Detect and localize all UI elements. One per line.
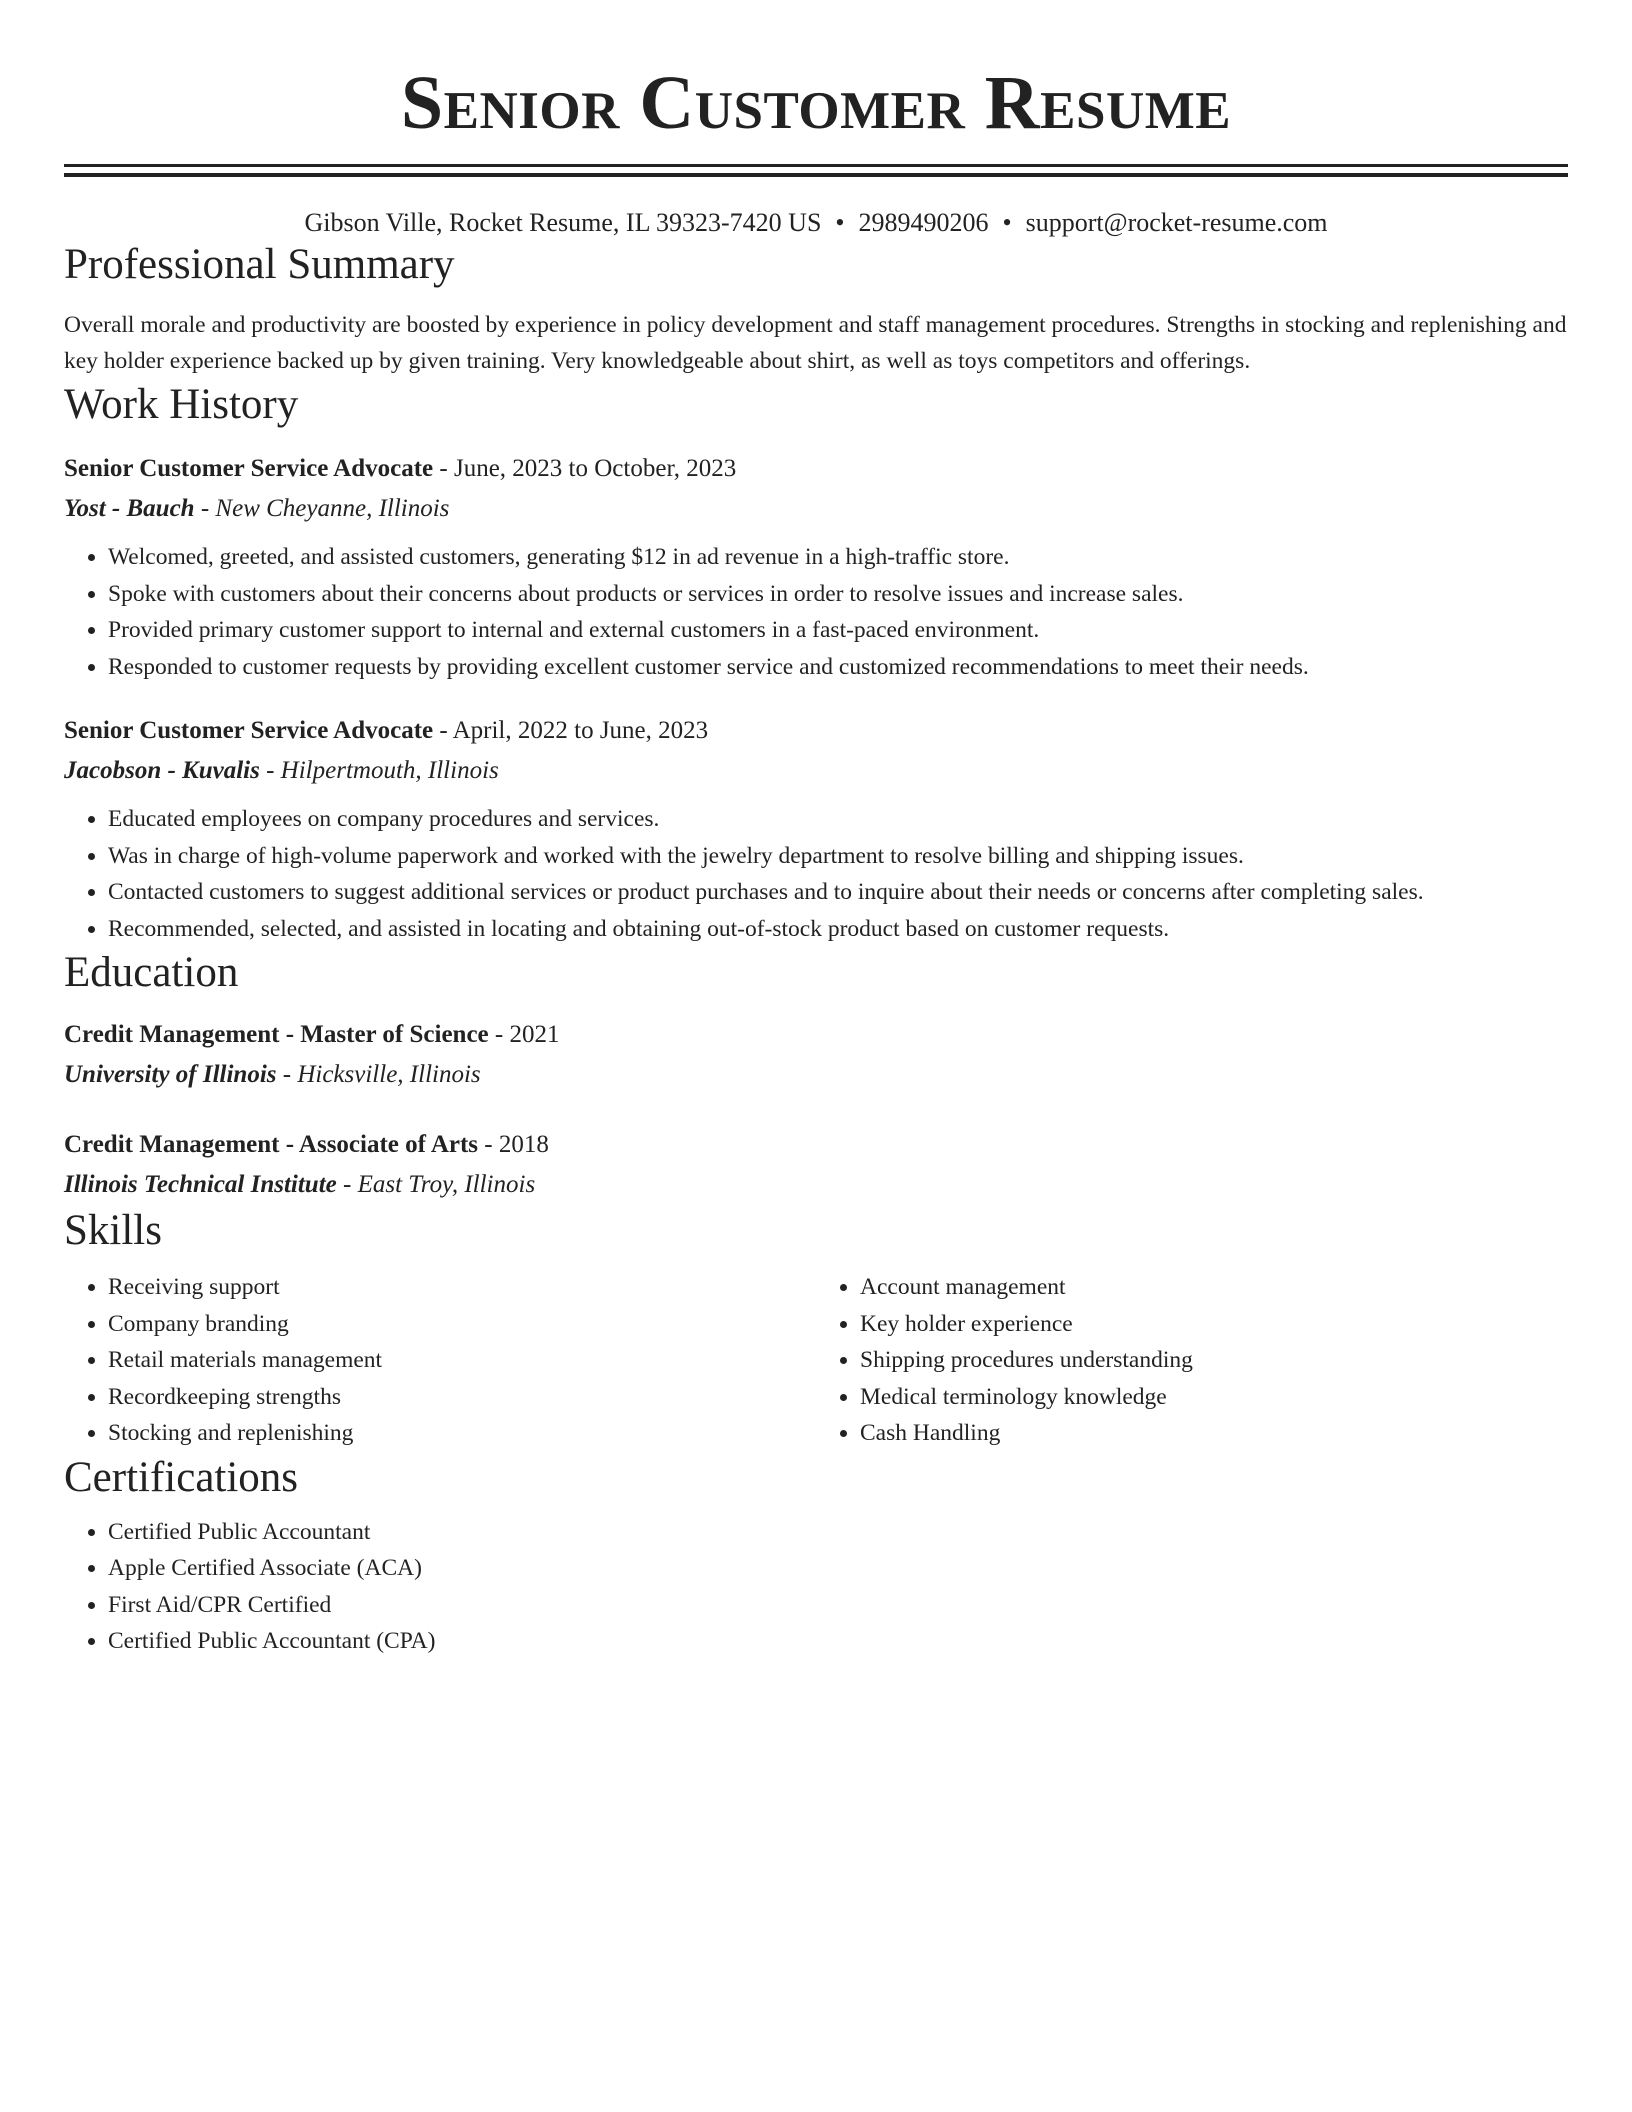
job-bullets — [64, 539, 1568, 685]
contact-address: Gibson Ville, Rocket Resume, IL 39323-7420 US — [304, 208, 822, 237]
degree-line — [64, 1125, 1568, 1165]
school-location: - East Troy, Illinois — [336, 1171, 536, 1198]
certification-item: • Certified Public Accountant (CPA) — [108, 1623, 1568, 1660]
degree-name: Credit Management - Associate of Arts — [64, 1131, 479, 1158]
job-bullet: • Was in charge of high-volume paperwork and worked with the jewelry department to resolve billing and shipping issues. — [108, 838, 1568, 875]
skills-list-left — [64, 1269, 816, 1452]
certification-item: • Certified Public Accountant — [108, 1514, 1568, 1551]
school-name: University of Illinois — [64, 1061, 277, 1088]
school-line — [64, 1165, 1568, 1205]
certification-item: • Apple Certified Associate (ACA) — [108, 1550, 1568, 1587]
education-entry — [64, 1015, 1568, 1095]
education-heading: Education — [64, 949, 239, 996]
resume-title: Senior Customer Resume — [400, 61, 1232, 145]
degree-year: - 2018 — [478, 1131, 549, 1158]
certifications-list — [64, 1514, 1568, 1660]
skill-item: • Account management — [860, 1269, 1568, 1306]
title-divider — [64, 164, 1568, 177]
job-bullet: • Educated employees on company procedures and services. — [108, 801, 1568, 838]
skills-heading: Skills — [64, 1207, 162, 1254]
skills-grid — [64, 1269, 1568, 1452]
job-role: Senior Customer Service Advocate — [64, 717, 434, 744]
skill-item: • Company branding — [108, 1306, 816, 1343]
job-bullet: • Contacted customers to suggest additional services or product purchases and to inquire about their needs or concerns after completing sales. — [108, 874, 1568, 911]
skill-item: • Key holder experience — [860, 1306, 1568, 1343]
school-name: Illinois Technical Institute — [64, 1171, 337, 1198]
skills-list-right — [816, 1269, 1568, 1452]
work-history-heading: Work History — [64, 381, 299, 428]
job-title-line — [64, 449, 1568, 489]
job-dates: - June, 2023 to October, 2023 — [433, 455, 737, 482]
summary-heading: Professional Summary — [64, 241, 455, 288]
skill-item: • Shipping procedures understanding — [860, 1342, 1568, 1379]
job-dates: - April, 2022 to June, 2023 — [433, 717, 709, 744]
job-company: Jacobson - Kuvalis — [64, 757, 260, 784]
skill-item: • Receiving support — [108, 1269, 816, 1306]
school-line — [64, 1055, 1568, 1095]
job-bullet: • Spoke with customers about their concerns about products or services in order to resolve issues and increase sales. — [108, 576, 1568, 613]
skill-item: • Stocking and replenishing — [108, 1415, 816, 1452]
job-company-line — [64, 751, 1568, 791]
certifications-heading: Certifications — [64, 1453, 299, 1501]
job-bullet: • Provided primary customer support to internal and external customers in a fast-paced environment. — [108, 612, 1568, 649]
education-entry — [64, 1125, 1568, 1205]
contact-separator: • — [1002, 208, 1012, 237]
school-location: - Hicksville, Illinois — [276, 1061, 481, 1088]
job-bullet: • Recommended, selected, and assisted in locating and obtaining out-of-stock product based on customer requests. — [108, 911, 1568, 948]
contact-email: support@rocket-resume.com — [1025, 208, 1328, 237]
job-bullet: • Welcomed, greeted, and assisted customers, generating $12 in ad revenue in a high-traffic store. — [108, 539, 1568, 576]
skill-item: • Recordkeeping strengths — [108, 1379, 816, 1416]
job-location: - Hilpertmouth, Illinois — [259, 757, 499, 784]
skill-item: • Retail materials management — [108, 1342, 816, 1379]
job-company-line — [64, 489, 1568, 529]
contact-separator: • — [835, 208, 845, 237]
skill-item: • Cash Handling — [860, 1415, 1568, 1452]
degree-line — [64, 1015, 1568, 1055]
job-location: - New Cheyanne, Illinois — [194, 495, 450, 522]
summary-text: Overall morale and productivity are boosted by experience in policy development and staff management procedures. Strengths in stocking and replenishing and key holder experience backed up by given training. Very knowledgeable about shirt, as well as toys competitors and offerings. — [64, 312, 1567, 374]
degree-name: Credit Management - Master of Science — [64, 1021, 489, 1048]
job-bullets — [64, 801, 1568, 947]
contact-phone: 2989490206 — [858, 208, 989, 237]
degree-year: - 2021 — [488, 1021, 560, 1048]
skill-item: • Medical terminology knowledge — [860, 1379, 1568, 1416]
job-entry — [64, 449, 1568, 685]
job-bullet: • Responded to customer requests by providing excellent customer service and customized recommendations to meet their needs. — [108, 649, 1568, 686]
contact-line — [64, 207, 1568, 239]
job-title-line — [64, 711, 1568, 751]
certification-item: • First Aid/CPR Certified — [108, 1587, 1568, 1624]
job-entry — [64, 711, 1568, 947]
job-company: Yost - Bauch — [64, 495, 195, 522]
job-role: Senior Customer Service Advocate — [64, 455, 434, 482]
